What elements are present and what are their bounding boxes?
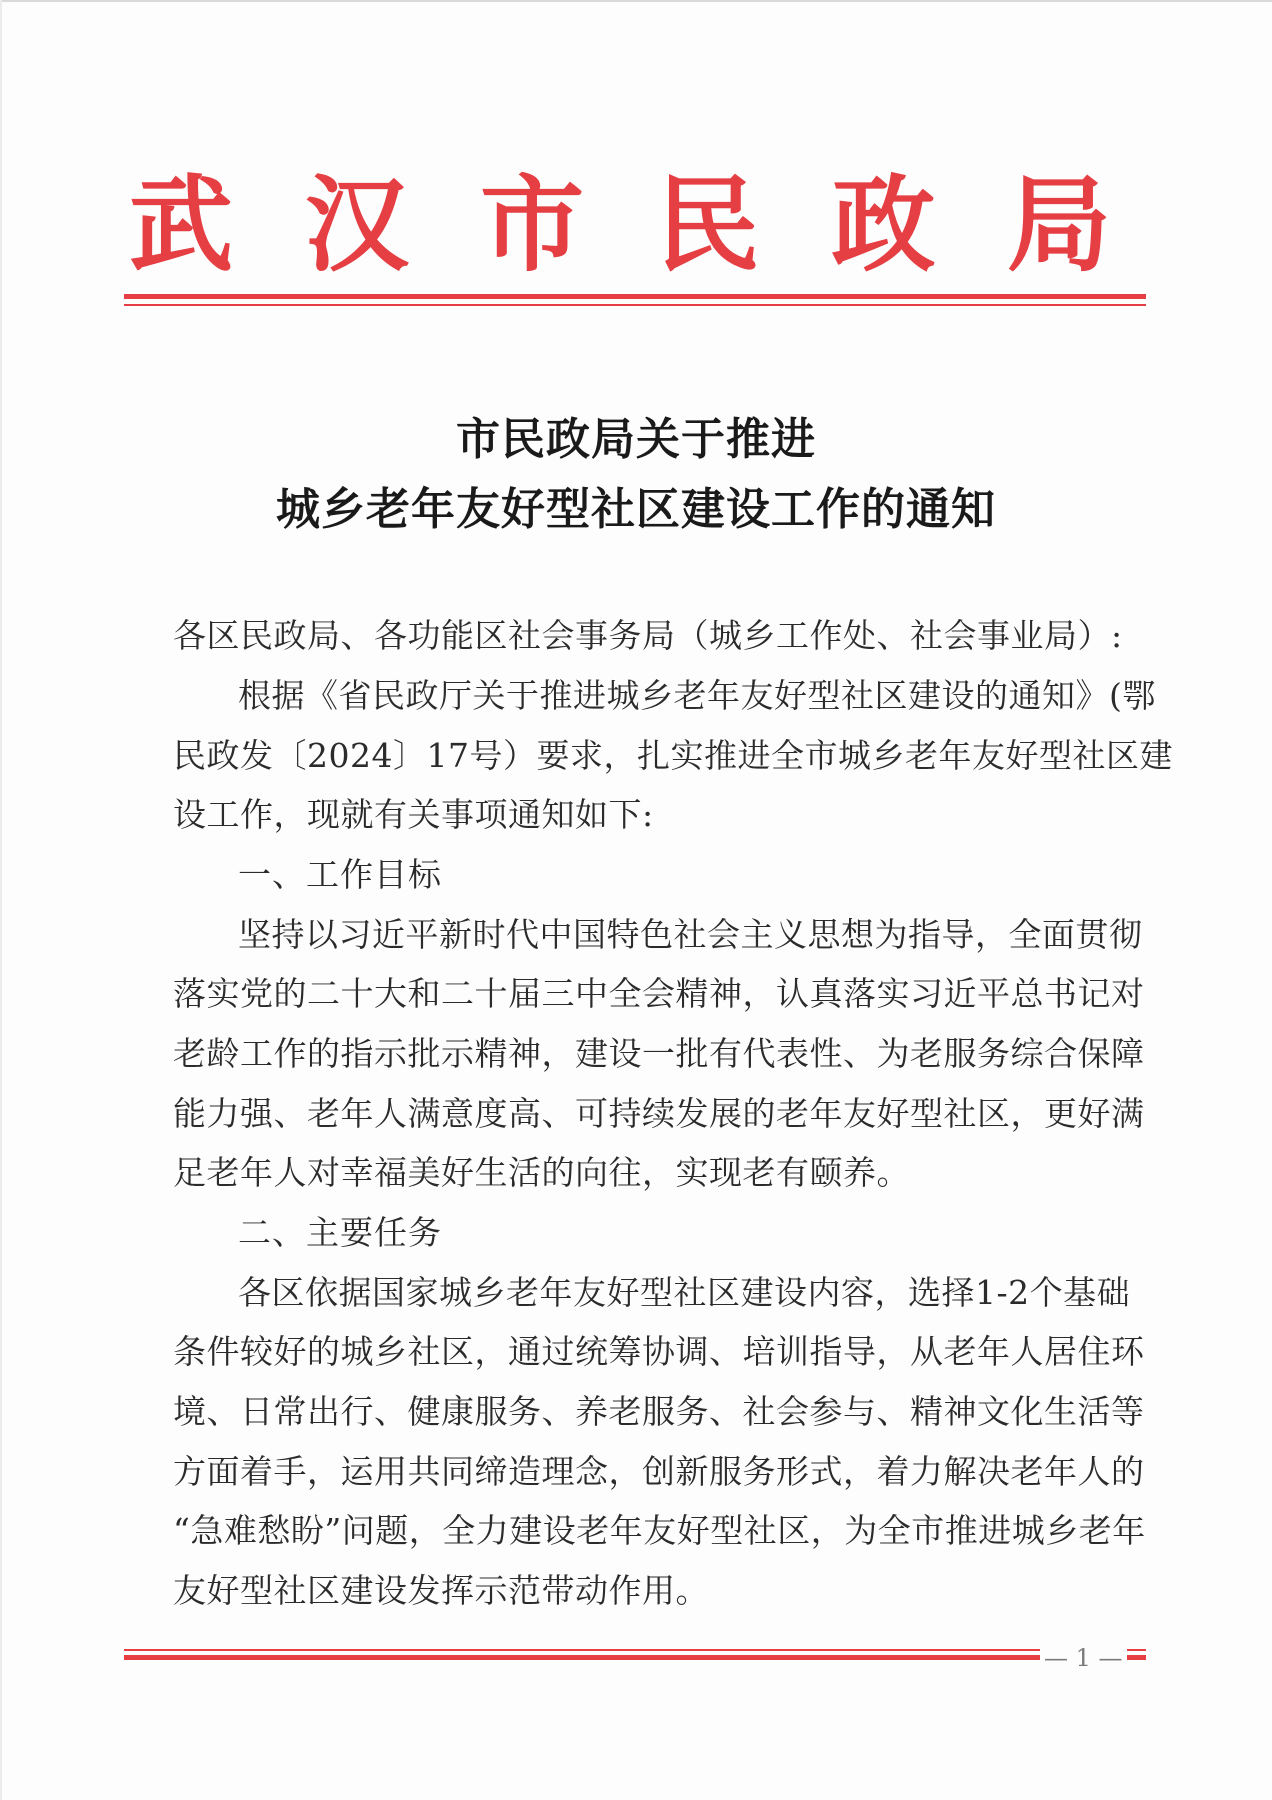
letterhead-char: 市	[480, 163, 585, 286]
footer-rule-thin	[124, 1649, 1146, 1651]
section2-line: 方面着手，运用共同缔造理念，创新服务形式，着力解决老年人的	[173, 1452, 1145, 1491]
intro-line: 设工作，现就有关事项通知如下:	[173, 795, 654, 834]
letterhead	[125, 165, 1115, 285]
letterhead-char: 汉	[304, 163, 409, 286]
scan-edge-top	[0, 0, 1272, 2]
section1-line: 老龄工作的指示批示精神，建设一批有代表性、为老服务综合保障	[173, 1034, 1145, 1073]
section2-line: 友好型社区建设发挥示范带动作用。	[173, 1571, 709, 1610]
section2-line: 条件较好的城乡社区，通过统筹协调、培训指导，从老年人居住环	[173, 1332, 1145, 1371]
section1-line: 落实党的二十大和二十届三中全会精神，认真落实习近平总书记对	[173, 974, 1145, 1013]
letterhead-rule-thin	[124, 304, 1146, 306]
intro-line: 根据《省民政厅关于推进城乡老年友好型社区建设的通知》(鄂	[238, 676, 1156, 715]
letterhead-char: 武	[128, 163, 233, 286]
addressee: 各区民政局、各功能区社会事务局（城乡工作处、社会事业局）:	[173, 616, 1123, 655]
section1-line: 能力强、老年人满意度高、可持续发展的老年友好型社区，更好满	[173, 1094, 1145, 1133]
page-number: — 1 —	[1040, 1643, 1127, 1673]
section2-line: 境、日常出行、健康服务、养老服务、社会参与、精神文化生活等	[173, 1392, 1145, 1431]
section-heading-tasks: 二、主要任务	[238, 1213, 442, 1252]
section2-line: 各区依据国家城乡老年友好型社区建设内容，选择1-2个基础	[238, 1273, 1131, 1312]
section1-line: 坚持以习近平新时代中国特色社会主义思想为指导，全面贯彻	[238, 915, 1143, 954]
footer-rule-thick	[124, 1655, 1146, 1660]
document-title-line-2: 城乡老年友好型社区建设工作的通知	[276, 484, 996, 535]
section1-line: 足老年人对幸福美好生活的向往，实现老有颐养。	[173, 1153, 910, 1192]
document-title-line-1: 市民政局关于推进	[456, 414, 816, 465]
intro-line: 民政发〔2024〕17号）要求，扎实推进全市城乡老年友好型社区建	[173, 736, 1173, 775]
letterhead-rule-thick	[124, 294, 1146, 299]
section-heading-goals: 一、工作目标	[238, 855, 442, 894]
section2-line: “急难愁盼”问题，全力建设老年友好型社区，为全市推进城乡老年	[173, 1511, 1146, 1550]
scan-edge-left	[0, 0, 2, 1800]
letterhead-char: 政	[831, 163, 936, 286]
letterhead-char: 局	[1006, 163, 1111, 286]
letterhead-char: 民	[655, 163, 760, 286]
